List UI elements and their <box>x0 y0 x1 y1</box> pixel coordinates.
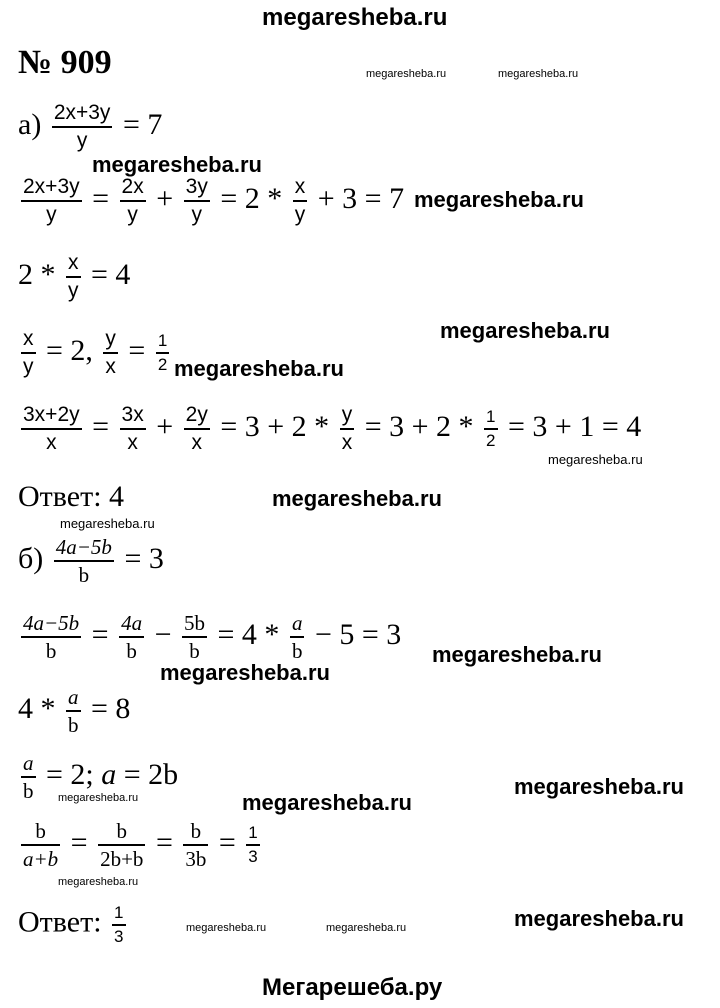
watermark: megaresheba.ru <box>174 356 344 381</box>
fraction <box>184 176 210 226</box>
fraction <box>21 820 60 870</box>
term: = 3 + 2 * <box>220 409 330 443</box>
fraction <box>21 328 36 378</box>
fraction <box>156 332 169 374</box>
watermark: megaresheba.ru <box>548 452 643 467</box>
equals: = <box>92 409 110 443</box>
fraction <box>21 752 36 802</box>
watermark: megaresheba.ru <box>514 774 684 799</box>
term: = 2, <box>46 333 93 367</box>
denominator: b <box>291 639 303 664</box>
numerator: 1 <box>114 903 124 922</box>
part-b-label: б) <box>18 541 44 575</box>
watermark: megaresheba.ru <box>58 792 139 804</box>
fraction <box>290 612 305 662</box>
fraction <box>112 904 125 946</box>
part-b-equation-2 <box>18 612 401 662</box>
part-b-equation-5 <box>18 820 263 870</box>
numerator: 4a <box>121 611 143 635</box>
numerator: x <box>23 327 34 350</box>
numerator: a <box>291 611 303 635</box>
fraction <box>103 328 118 378</box>
equals: = <box>70 825 88 859</box>
fraction <box>484 408 497 450</box>
watermark: megaresheba.ru <box>160 660 330 685</box>
numerator: 3y <box>185 175 208 198</box>
part-a-equation-1 <box>18 102 162 152</box>
problem-number: № 909 <box>18 44 112 81</box>
fraction <box>54 536 114 586</box>
term: + 3 = 7 <box>317 181 405 215</box>
numerator: x <box>294 175 306 198</box>
answer-label: Ответ: <box>18 905 102 939</box>
numerator: b <box>35 819 46 843</box>
part-a-answer: Ответ: 4 <box>18 480 125 513</box>
term: = 2; <box>46 757 94 791</box>
term: − 5 = 3 <box>314 617 402 651</box>
denominator: y <box>46 203 57 227</box>
numerator: 2x <box>121 175 144 198</box>
watermark: megaresheba.ru <box>498 68 579 80</box>
fraction <box>66 686 81 736</box>
denominator: a+b <box>23 847 59 872</box>
term: = 2b <box>123 757 179 791</box>
watermark: megaresheba.ru <box>58 876 139 888</box>
minus: − <box>154 617 172 651</box>
watermark: megaresheba.ru <box>242 790 412 815</box>
fraction <box>21 404 82 454</box>
numerator: 1 <box>157 331 168 351</box>
numerator: 4a−5b <box>55 535 112 559</box>
plus: + <box>156 181 174 215</box>
fraction <box>21 612 81 662</box>
denominator: y <box>68 279 79 303</box>
part-a-equation-4 <box>18 328 172 378</box>
numerator: a <box>68 685 79 709</box>
watermark: megaresheba.ru <box>440 318 610 343</box>
fraction <box>66 252 81 302</box>
header-site-title: megaresheba.ru <box>262 4 448 31</box>
denominator: x <box>191 431 202 455</box>
part-a-label: а) <box>18 107 42 141</box>
rhs: = 4 <box>91 257 131 291</box>
denominator: x <box>46 431 57 455</box>
denominator: 3 <box>248 847 258 867</box>
denominator: x <box>341 431 353 455</box>
fraction <box>120 404 146 454</box>
numerator: 4a−5b <box>23 611 80 635</box>
denominator: 2 <box>486 431 496 451</box>
denominator: 2b+b <box>100 847 144 872</box>
denominator: b <box>189 639 200 664</box>
denominator: 2 <box>157 355 168 375</box>
term: = 3 + 1 = 4 <box>508 409 642 443</box>
watermark: megaresheba.ru <box>60 516 155 531</box>
fraction <box>340 404 355 454</box>
denominator: 3b <box>185 847 207 872</box>
term: 4 * <box>18 691 56 725</box>
numerator: 2x+3y <box>53 101 111 124</box>
rhs: = 8 <box>91 691 131 725</box>
equals: = <box>128 333 146 367</box>
part-a-equation-2 <box>18 176 404 226</box>
denominator: b <box>45 639 57 664</box>
fraction <box>52 102 113 152</box>
numerator: x <box>68 251 79 274</box>
footer-site-title: Мегарешеба.ру <box>262 974 443 1001</box>
denominator: y <box>191 203 202 227</box>
rhs: = 7 <box>122 107 163 141</box>
numerator: 3x+2y <box>23 403 80 426</box>
part-b-equation-1 <box>18 536 164 586</box>
denominator: b <box>126 639 137 664</box>
numerator: a <box>23 751 34 775</box>
numerator: 2y <box>185 403 208 426</box>
plus: + <box>156 409 174 443</box>
fraction <box>98 820 145 870</box>
watermark: megaresheba.ru <box>414 187 584 212</box>
fraction <box>21 176 82 226</box>
watermark: megaresheba.ru <box>186 922 267 934</box>
watermark: megaresheba.ru <box>432 642 602 667</box>
watermark: megaresheba.ru <box>326 922 407 934</box>
part-a-equation-3 <box>18 252 130 302</box>
term: = 2 * <box>220 181 283 215</box>
denominator: y <box>23 355 34 379</box>
numerator: 1 <box>248 823 258 843</box>
denominator: b <box>78 563 90 588</box>
watermark: megaresheba.ru <box>92 152 262 177</box>
numerator: b <box>190 819 202 843</box>
denominator: b <box>23 779 34 804</box>
equals: = <box>218 825 236 859</box>
numerator: 1 <box>486 407 496 427</box>
denominator: b <box>68 713 79 738</box>
numerator: y <box>105 327 116 350</box>
denominator: 3 <box>114 926 124 946</box>
denominator: y <box>127 203 138 227</box>
numerator: b <box>116 819 128 843</box>
part-b-equation-3 <box>18 686 130 736</box>
denominator: y <box>294 203 306 227</box>
fraction <box>120 176 146 226</box>
rhs: = 3 <box>124 541 164 575</box>
fraction <box>184 404 210 454</box>
denominator: y <box>76 129 88 153</box>
numerator: 5b <box>184 611 206 635</box>
denominator: x <box>105 355 116 379</box>
equals: = <box>155 825 173 859</box>
term: = 4 * <box>217 617 280 651</box>
part-a-equation-5 <box>18 404 641 454</box>
fraction <box>119 612 144 662</box>
equals: = <box>91 617 109 651</box>
numerator: y <box>341 403 353 426</box>
fraction <box>293 176 308 226</box>
part-b-answer <box>18 904 129 946</box>
watermark: megaresheba.ru <box>514 906 684 931</box>
fraction <box>182 612 207 662</box>
watermark: megaresheba.ru <box>272 486 442 511</box>
equals: = <box>92 181 110 215</box>
watermark: megaresheba.ru <box>366 68 447 80</box>
denominator: x <box>127 431 138 455</box>
fraction <box>246 824 259 866</box>
numerator: 3x <box>121 403 144 426</box>
term: 2 * <box>18 257 56 291</box>
variable: a <box>101 757 117 791</box>
term: = 3 + 2 * <box>364 409 474 443</box>
numerator: 2x+3y <box>23 175 80 198</box>
fraction <box>183 820 208 870</box>
